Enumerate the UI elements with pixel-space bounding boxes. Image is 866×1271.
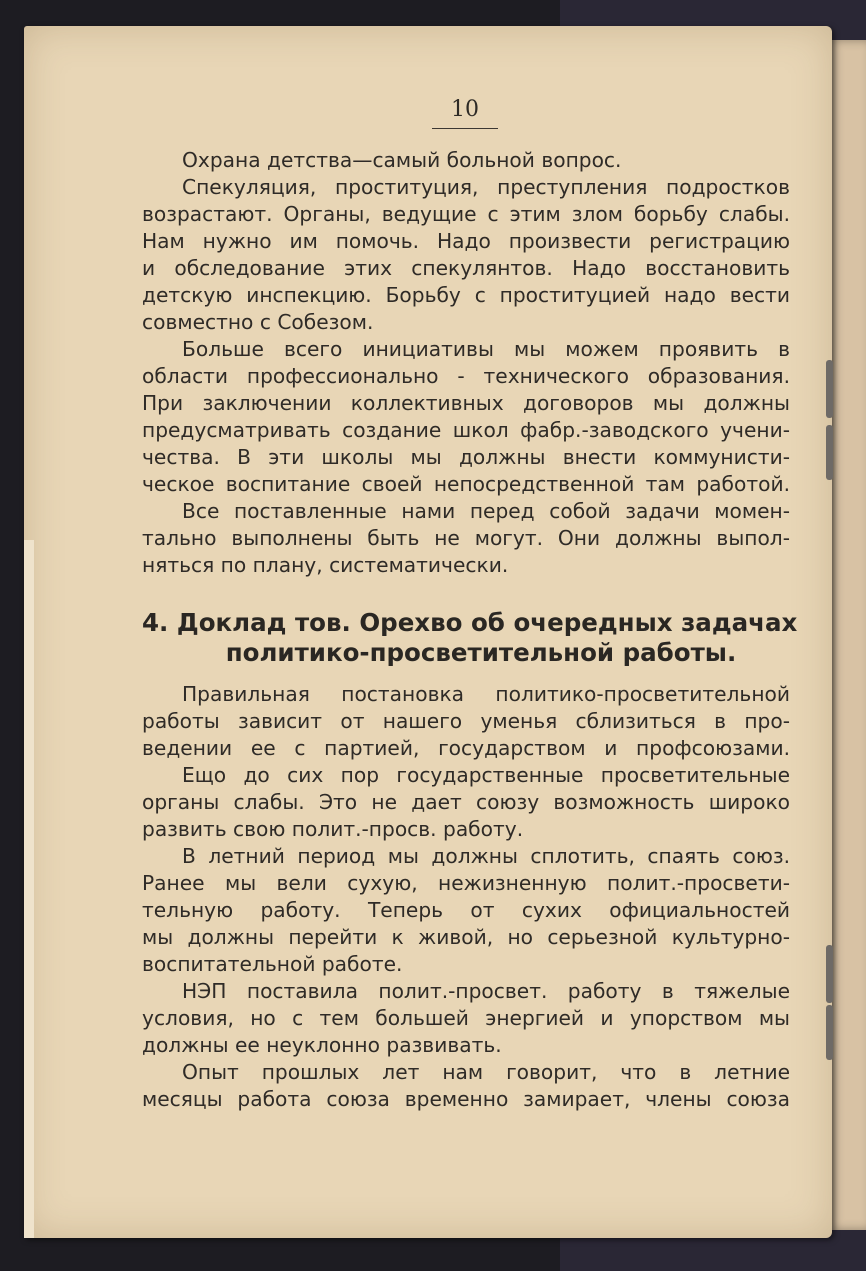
text-line: Больше всего инициативы мы можем проявить в — [182, 337, 790, 361]
text-line: Все поставленные нами перед собой задачи момен- — [182, 499, 790, 523]
text-line: В летний период мы должны сплотить, спаять союз. — [182, 844, 790, 868]
text-line: работы зависит от нашего уменья сблизиться в про- — [142, 709, 790, 733]
text-line: НЭП поставила полит.-просвет. работу в тяжелые — [182, 979, 790, 1003]
text-line: тально выполнены быть не могут. Они должны выпол- — [142, 526, 790, 550]
paragraph — [142, 174, 790, 336]
text-line: совместно с Собезом. — [142, 310, 374, 334]
text-line: возрастают. Органы, ведущие с этим злом борьбу слабы. — [142, 202, 790, 226]
text-line: органы слабы. Это не дает союзу возможность широко — [142, 790, 790, 814]
section-heading — [142, 608, 798, 668]
text-line: Правильная постановка политико-просветительной — [182, 682, 790, 706]
text-line: и обследование этих спекулянтов. Надо восстановить — [142, 256, 790, 280]
text-line: тельную работу. Теперь от сухих официальностей — [142, 898, 790, 922]
text-line: Нам нужно им помочь. Надо произвести регистрацию — [142, 229, 790, 253]
paragraph — [142, 1059, 790, 1113]
adjacent-page-edge — [828, 40, 866, 1230]
page-number-rule — [432, 128, 498, 129]
text-line: Спекуляция, проституция, преступления подростков — [182, 175, 790, 199]
page-edge-fold — [24, 540, 34, 1238]
text-line: детскую инспекцию. Борьбу с проституцией надо вести — [142, 283, 790, 307]
text-line: должны ее неуклонно развивать. — [142, 1033, 502, 1057]
text-line: воспитательной работе. — [142, 952, 403, 976]
text-line: Охрана детства—самый больной вопрос. — [182, 148, 622, 172]
paragraph — [142, 498, 790, 579]
text-line: При заключении коллективных договоров мы должны — [142, 391, 790, 415]
text-line: няться по плану, систематически. — [142, 553, 509, 577]
text-line: Ещо до сих пор государственные просветительные — [182, 763, 790, 787]
text-line: мы должны перейти к живой, но серьезной культурно- — [142, 925, 790, 949]
binding-staple — [826, 1005, 833, 1060]
text-line: развить свою полит.-просв. работу. — [142, 817, 524, 841]
section-heading-line: 4. Доклад тов. Орехво об очередных задачах — [142, 608, 798, 637]
paragraph — [142, 147, 790, 174]
text-section-bottom — [142, 681, 790, 1113]
binding-staple — [826, 945, 833, 1003]
paragraph — [142, 681, 790, 762]
text-line: условия, но с тем большей энергией и упорством мы — [142, 1006, 790, 1030]
text-line: ческое воспитание своей непосредственной там работой. — [142, 472, 790, 496]
text-line: чества. В эти школы мы должны внести коммунисти- — [142, 445, 790, 469]
page-number: 10 — [451, 97, 479, 122]
text-line: предусматривать создание школ фабр.-заводского учени- — [142, 418, 790, 442]
binding-staple — [826, 425, 833, 480]
paragraph — [142, 336, 790, 498]
text-line: Опыт прошлых лет нам говорит, что в летние — [182, 1060, 790, 1084]
paragraph — [142, 762, 790, 843]
text-line: Ранее мы вели сухую, нежизненную полит.-просвети- — [142, 871, 790, 895]
paragraph — [142, 843, 790, 978]
text-line: месяцы работа союза временно замирает, члены союза — [142, 1087, 790, 1111]
paragraph — [142, 978, 790, 1059]
text-line: области профессионально - технического образования. — [142, 364, 790, 388]
binding-staple — [826, 360, 833, 418]
section-heading-line: политико-просветительной работы. — [225, 638, 737, 667]
text-section-top — [142, 147, 790, 579]
text-line: ведении ее с партией, государством и профсоюзами. — [142, 736, 790, 760]
